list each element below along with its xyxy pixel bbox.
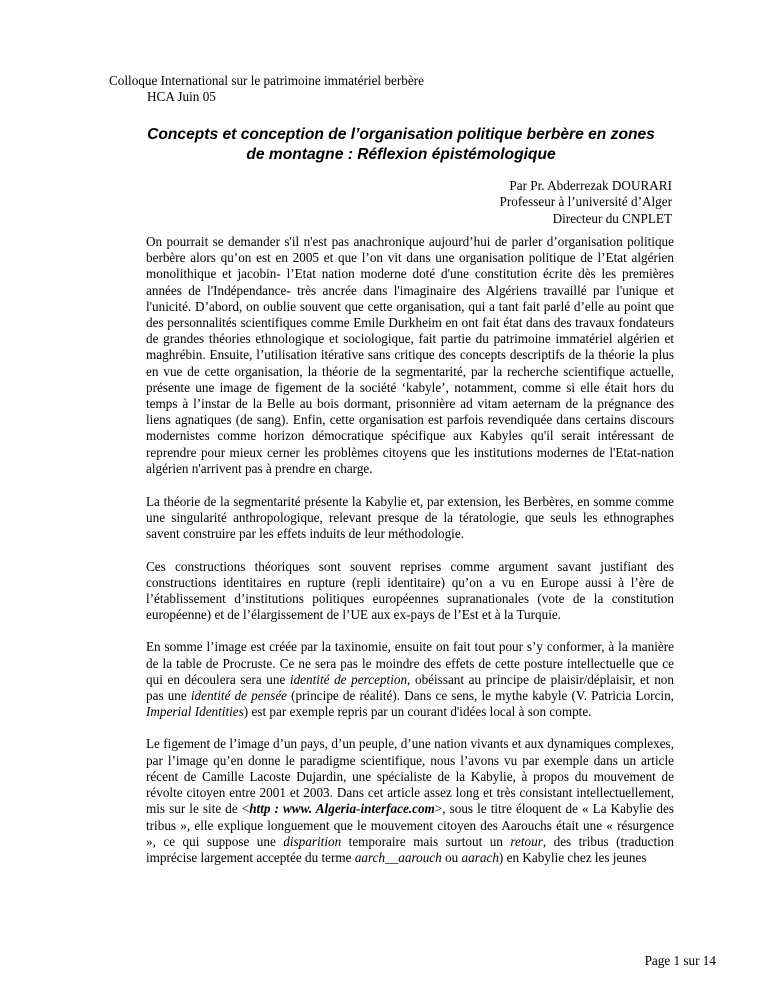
text-span: obéissant au principe de plaisir/déplaisir, et non pas une	[146, 671, 674, 704]
paragraph-2: La théorie de la segmentarité présente la Kabylie et, par extension, les Berbères, en somme comme une singularité anthropologique, relevant presque de la tératologie, que seuls les ethnographes savent construire par les effets induits de leur méthodologie.	[146, 494, 674, 542]
author-position: Professeur à l’université d’Alger	[499, 194, 672, 210]
emphasis: retour	[510, 833, 543, 849]
header-line-2: HCA Juin 05	[147, 89, 216, 104]
paragraph-4	[146, 639, 674, 720]
text-span: ) en Kabylie chez les jeunes	[498, 849, 647, 865]
text-span: En somme l’image est créée par la taxinomie, ensuite on fait tout pour s’y conformer, à la manière de la table de Procruste. Ce ne sera pas le moindre des effets de cette posture intellectuelle que ce qui en découlera sera une	[146, 639, 674, 687]
paragraph-5	[146, 736, 674, 866]
text-span: Le figement de l’image d’un pays, d’un peuple, d’une nation vivants et aux dynamiques complexes, par l’image qu’en donne le paradigme scientifique, nous l’avons vu par exemple dans un article récent de Camille Lacoste Dujardin, une spécialiste de la Kabylie, à propos du mouvement de révolte citoyen entre 2001 et 2003. Dans cet article assez long et très consistant intellectuellement, mis sur le site de <	[146, 736, 674, 817]
text-span: (principe de réalité). Dans ce sens, le mythe kabyle (V. Patricia Lorcin,	[287, 688, 674, 704]
text-span: >, sous le titre éloquent de « La Kabylie des tribus », elle explique longuement que le mouvement citoyen des Aarouchs était une « résurgence », ce qui suppose une	[146, 801, 674, 849]
text-span: temporaire mais surtout un	[341, 833, 511, 849]
text-span: ou	[441, 849, 462, 865]
emphasis: aarach	[461, 849, 499, 865]
paragraph-3: Ces constructions théoriques sont souvent reprises comme argument savant justifiant des constructions identitaires en rupture (repli identitaire) qu’on a vu en Europe aussi à l’ère de l’établissement d’institutions politiques européennes supranationales (vote de la constitution européenne) et de l’élargissement de l’UE aux ex-pays de l’Est et à la Turquie.	[146, 558, 674, 623]
website-link[interactable]: http : www. Algeria-interface.com	[249, 801, 435, 817]
text-span: , des tribus (traduction imprécise largement acceptée du terme	[146, 833, 675, 865]
emphasis: aarch__aarouch	[354, 849, 442, 865]
author-block	[500, 178, 672, 227]
paragraph-1: On pourrait se demander s'il n'est pas anachronique aujourd’hui de parler d’organisation politique berbère alors qu’on est en 2005 et que l’on vit dans une organisation politique de l’Etat algérien monolithique et jacobin- l’Etat nation moderne doté d'une constitution écrite dès les premières années de l'Indépendance- très ancrée dans l'imaginaire des Algériens travaillé par l'unique et l'unicité. D’abord, on oublie souvent que cette organisation, qui a tant fait parlé d’elle au point que des personnalités scientifiques comme Emile Durkheim en ont fait état dans des travaux fondateurs de grandes théories ethnologique et sociologique, fait partie du patrimoine immatériel algérien et maghrébin. Ensuite, l’utilisation itérative sans critique des concepts descriptifs de la théorie la plus en vue de cette organisation, la théorie de la segmentarité, par la recherche scientifique actuelle, présente une image de figement de la société ‘kabyle’, notamment, comme si elle était hors du temps à l’instar de la Belle au bois dormant, prisonnière ad vitam aeternam de la prégnance des liens agnatiques (de sang). Enfin, cette organisation est parfois revendiquée dans certains discours modernistes comme horizon démocratique spécifique aux Kabyles qu'il serait intéressant de reprendre pour mieux cerner les problèmes citoyens que les institutions modernes de l'Etat-nation algérien n'arrivent pas à prendre en charge.	[146, 234, 674, 476]
page-number: Page 1 sur 14	[644, 953, 716, 968]
document-title: Concepts et conception de l’organisation politique berbère en zones de montagne : Réflexion épistémologique	[147, 126, 655, 163]
author-name: Par Pr. Abderrezak DOURARI	[509, 178, 672, 193]
header-line-1: Colloque International sur le patrimoine immatériel berbère	[109, 73, 424, 88]
book-title: Imperial Identities	[146, 704, 244, 720]
emphasis: identité de perception,	[289, 671, 411, 687]
author-role: Directeur du CNPLET	[552, 210, 672, 226]
emphasis: identité de pensée	[190, 688, 288, 704]
text-span: ) est par exemple repris par un courant d'idées local à son compte.	[243, 704, 592, 720]
emphasis: disparition	[283, 833, 342, 849]
body-text	[146, 234, 674, 884]
